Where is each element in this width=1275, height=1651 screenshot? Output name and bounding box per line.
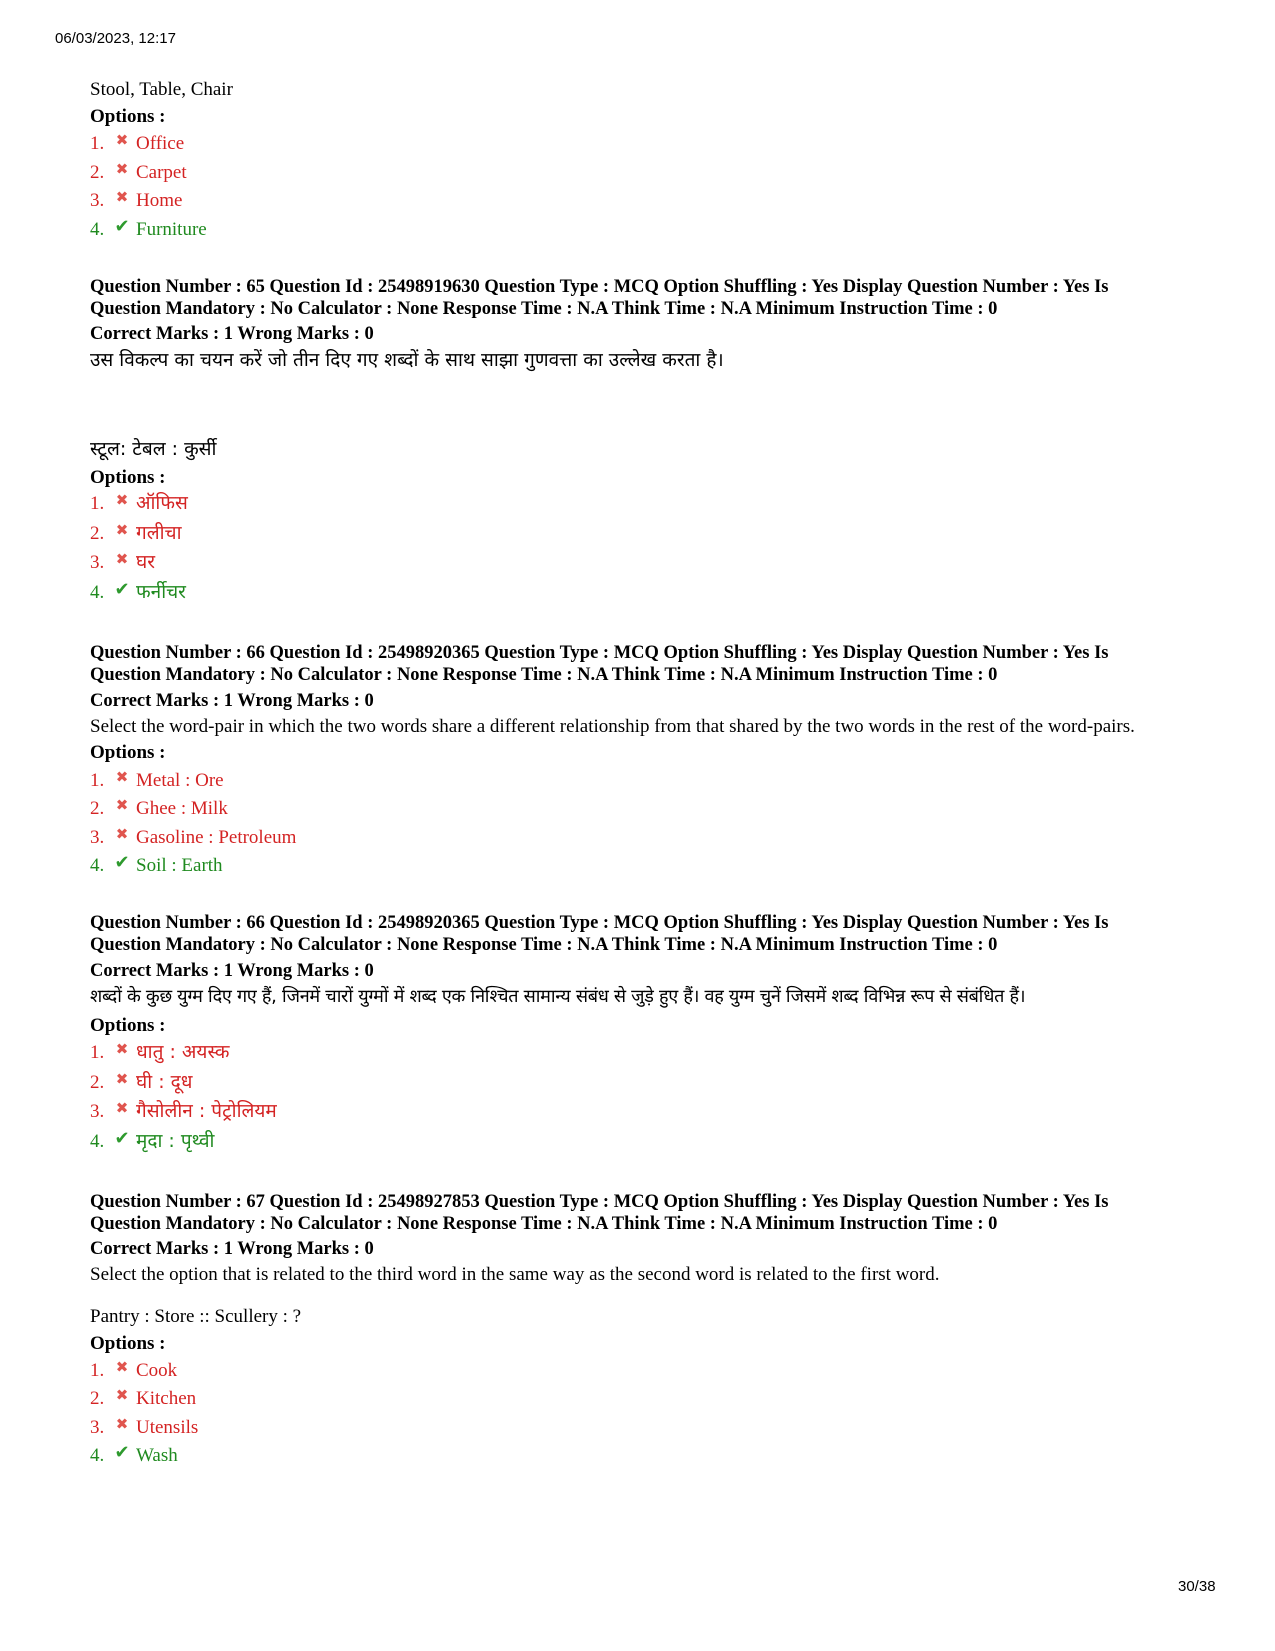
cross-icon: ✖ bbox=[115, 131, 129, 149]
option-text: गलीचा bbox=[136, 521, 182, 544]
option-text: फर्नीचर bbox=[136, 580, 186, 603]
option-number: 2. bbox=[90, 522, 105, 544]
option-text: Metal : Ore bbox=[136, 770, 224, 791]
cross-icon: ✖ bbox=[115, 796, 129, 815]
check-icon: ✔ bbox=[114, 215, 130, 237]
option-number: 1. bbox=[90, 133, 105, 154]
question-stem: स्टूल: टेबल : कुर्सी bbox=[90, 438, 217, 460]
option-number: 2. bbox=[90, 161, 105, 183]
question-stem: Pantry : Store :: Scullery : ? bbox=[90, 1306, 302, 1327]
option-number: 3. bbox=[90, 190, 105, 211]
option-text: मृदा : पृथ्वी bbox=[136, 1129, 215, 1152]
option-item bbox=[90, 190, 182, 212]
option-number: 4. bbox=[90, 854, 105, 876]
cross-icon: ✖ bbox=[115, 1040, 129, 1058]
option-text: Furniture bbox=[136, 218, 207, 240]
question-marks: Correct Marks : 1 Wrong Marks : 0 bbox=[90, 961, 374, 981]
check-icon: ✔ bbox=[114, 851, 130, 873]
option-text: Wash bbox=[136, 1444, 178, 1466]
option-item bbox=[90, 798, 228, 820]
option-text: Carpet bbox=[136, 161, 187, 183]
option-number: 4. bbox=[90, 1444, 105, 1466]
cross-icon: ✖ bbox=[115, 1414, 129, 1433]
question-text: Select the option that is related to the third word in the same way as the second word is related to the first word. bbox=[90, 1264, 940, 1285]
option-item bbox=[90, 1360, 177, 1382]
option-number: 1. bbox=[90, 1042, 105, 1063]
print-timestamp: 06/03/2023, 12:17 bbox=[55, 30, 176, 47]
option-text: Gasoline : Petroleum bbox=[136, 826, 297, 848]
question-meta-line-1: Question Number : 66 Question Id : 25498920365 Question Type : MCQ Option Shuffling : Yes Display Question Number : Yes Is bbox=[90, 643, 1109, 663]
option-item bbox=[90, 133, 184, 155]
cross-icon: ✖ bbox=[115, 550, 129, 568]
cross-icon: ✖ bbox=[115, 520, 129, 539]
option-item bbox=[90, 1127, 215, 1153]
option-number: 1. bbox=[90, 1360, 105, 1381]
option-number: 2. bbox=[90, 1388, 105, 1410]
question-meta-line-2: Question Mandatory : No Calculator : None Response Time : N.A Think Time : N.A Minimum Instruction Time : 0 bbox=[90, 299, 998, 319]
option-item bbox=[90, 551, 155, 574]
cross-icon: ✖ bbox=[115, 768, 129, 786]
question-meta-line-1: Question Number : 67 Question Id : 25498927853 Question Type : MCQ Option Shuffling : Yes Display Question Number : Yes Is bbox=[90, 1192, 1109, 1212]
option-number: 4. bbox=[90, 1130, 105, 1152]
check-icon: ✔ bbox=[114, 578, 130, 600]
option-item bbox=[90, 1071, 192, 1094]
question-text: शब्दों के कुछ युग्म दिए गए हैं, जिनमें चारों युग्मों में शब्द एक निश्चित सामान्य संबंध से जुड़े हुए हैं। वह युग्म चुनें जिसमें शब्द विभिन्न रूप से संबंधित हैं। bbox=[90, 986, 1026, 1007]
option-item bbox=[90, 1414, 199, 1439]
option-text: Kitchen bbox=[136, 1388, 197, 1410]
cross-icon: ✖ bbox=[115, 159, 129, 178]
option-text: Office bbox=[136, 133, 185, 154]
question-text: उस विकल्प का चयन करें जो तीन दिए गए शब्दों के साथ साझा गुणवत्ता का उल्लेख करता है। bbox=[90, 349, 724, 371]
option-text: Utensils bbox=[136, 1416, 199, 1438]
cross-icon: ✖ bbox=[115, 824, 129, 843]
option-number: 1. bbox=[90, 493, 105, 514]
option-text: घी : दूध bbox=[136, 1070, 193, 1093]
question-meta-line-2: Question Mandatory : No Calculator : None Response Time : N.A Think Time : N.A Minimum Instruction Time : 0 bbox=[90, 1214, 998, 1234]
question-stem: Stool, Table, Chair bbox=[90, 79, 233, 100]
option-item bbox=[90, 159, 187, 184]
option-item bbox=[90, 824, 297, 849]
question-meta-line-1: Question Number : 66 Question Id : 25498920365 Question Type : MCQ Option Shuffling : Yes Display Question Number : Yes Is bbox=[90, 913, 1109, 933]
page-number: 30/38 bbox=[1178, 1578, 1216, 1595]
option-number: 1. bbox=[90, 770, 105, 791]
cross-icon: ✖ bbox=[115, 1386, 129, 1405]
option-item bbox=[90, 215, 207, 241]
option-text: गैसोलीन : पेट्रोलियम bbox=[136, 1100, 277, 1122]
question-marks: Correct Marks : 1 Wrong Marks : 0 bbox=[90, 691, 374, 711]
option-number: 3. bbox=[90, 1101, 105, 1122]
option-number: 2. bbox=[90, 1071, 105, 1093]
option-text: Home bbox=[136, 190, 183, 211]
option-item bbox=[90, 578, 186, 604]
option-item bbox=[90, 851, 223, 877]
option-number: 4. bbox=[90, 581, 105, 603]
option-number: 3. bbox=[90, 552, 105, 573]
options-label: Options : bbox=[90, 106, 166, 127]
cross-icon: ✖ bbox=[115, 1069, 129, 1088]
option-item bbox=[90, 522, 182, 545]
options-label: Options : bbox=[90, 1333, 166, 1354]
option-item bbox=[90, 1041, 229, 1064]
question-marks: Correct Marks : 1 Wrong Marks : 0 bbox=[90, 1239, 374, 1259]
question-meta-line-2: Question Mandatory : No Calculator : None Response Time : N.A Think Time : N.A Minimum Instruction Time : 0 bbox=[90, 935, 998, 955]
option-item bbox=[90, 492, 188, 515]
cross-icon: ✖ bbox=[115, 1358, 129, 1376]
option-item bbox=[90, 1100, 277, 1123]
options-label: Options : bbox=[90, 467, 166, 488]
option-item bbox=[90, 770, 224, 792]
option-number: 3. bbox=[90, 1416, 105, 1438]
cross-icon: ✖ bbox=[115, 188, 129, 206]
check-icon: ✔ bbox=[114, 1127, 130, 1149]
option-text: Ghee : Milk bbox=[136, 798, 228, 820]
cross-icon: ✖ bbox=[115, 1099, 129, 1117]
question-marks: Correct Marks : 1 Wrong Marks : 0 bbox=[90, 324, 374, 344]
option-item bbox=[90, 1388, 196, 1410]
options-label: Options : bbox=[90, 1015, 166, 1036]
option-number: 4. bbox=[90, 218, 105, 240]
option-text: ऑफिस bbox=[136, 492, 188, 514]
question-meta-line-1: Question Number : 65 Question Id : 25498919630 Question Type : MCQ Option Shuffling : Yes Display Question Number : Yes Is bbox=[90, 277, 1109, 297]
cross-icon: ✖ bbox=[115, 491, 129, 509]
question-text: Select the word-pair in which the two words share a different relationship from that shared by the two words in the rest of the word-pairs. bbox=[90, 716, 1135, 737]
options-label: Options : bbox=[90, 742, 166, 763]
option-number: 2. bbox=[90, 798, 105, 820]
option-text: घर bbox=[136, 551, 156, 573]
option-text: Cook bbox=[136, 1360, 178, 1381]
option-number: 3. bbox=[90, 826, 105, 848]
check-icon: ✔ bbox=[114, 1441, 130, 1463]
option-item bbox=[90, 1441, 178, 1467]
option-text: Soil : Earth bbox=[136, 854, 223, 876]
question-meta-line-2: Question Mandatory : No Calculator : None Response Time : N.A Think Time : N.A Minimum Instruction Time : 0 bbox=[90, 665, 998, 685]
option-text: धातु : अयस्क bbox=[136, 1041, 230, 1063]
